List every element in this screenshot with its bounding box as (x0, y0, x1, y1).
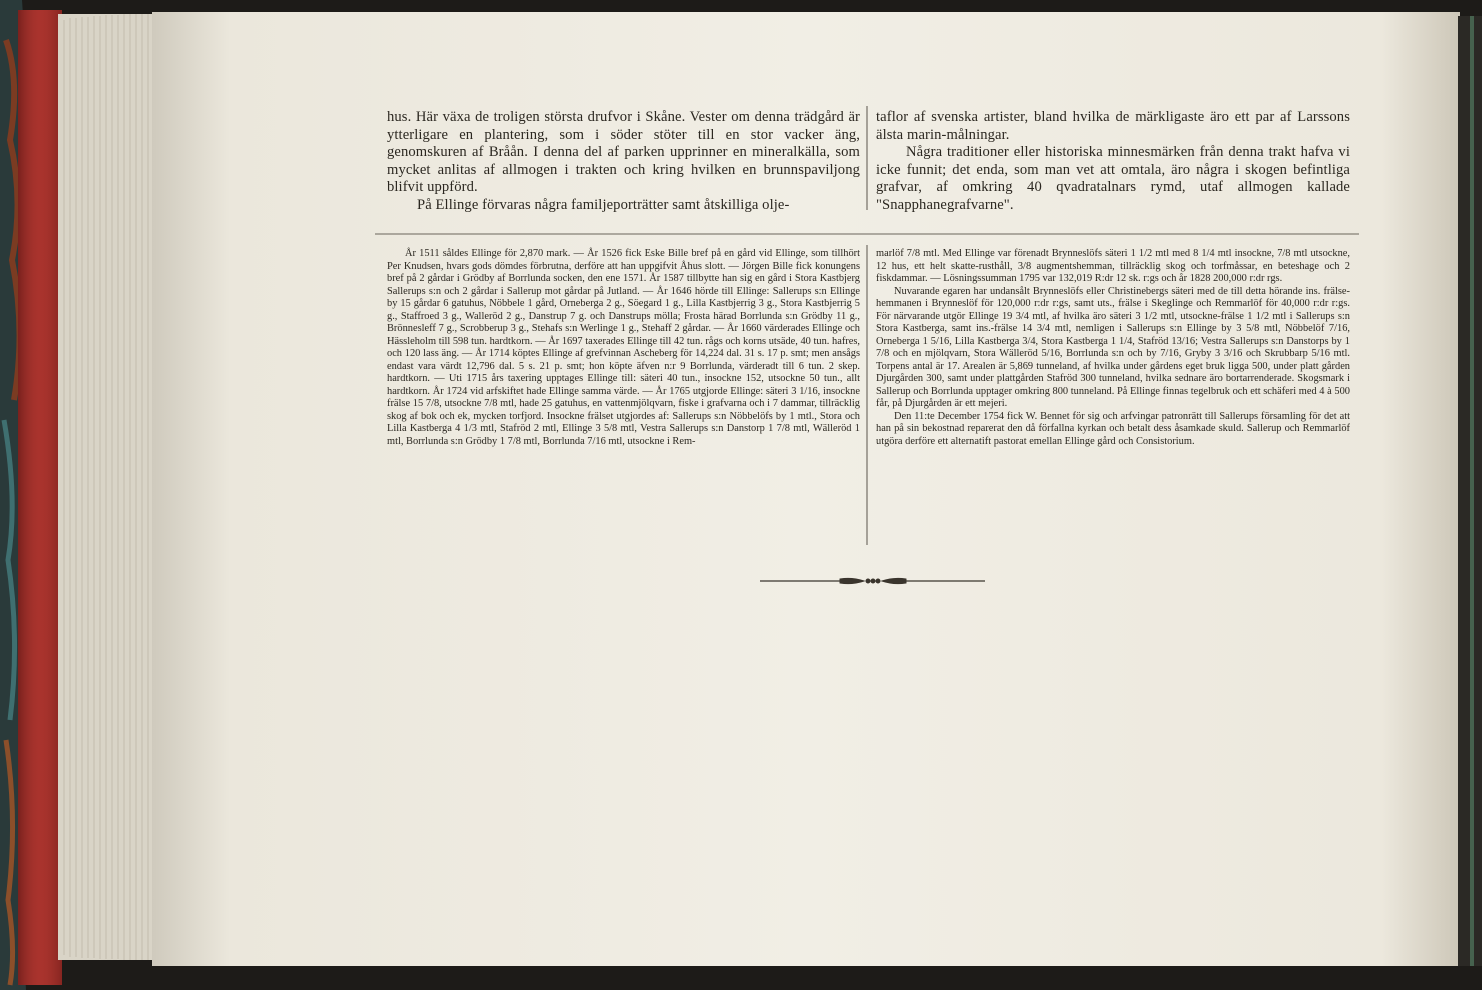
paragraph: På Ellinge förvaras några familjeporträtter samt åtskilliga olje- (417, 196, 790, 213)
lower-right-column (876, 248, 1350, 448)
upper-right-column (876, 109, 1350, 215)
paragraph: Den 11:te December 1754 fick W. Bennet för sig och arfvingar patronrätt till Sallerups församling för det att han på sin bekostnad reparerat den då förfallna kyrkan och betalt dess åsamkade skuld. Sallerup och Remmarlöf utgöra derföre ett alternatift pastorat emellan Ellinge gård och Consistorium. (876, 410, 1350, 447)
paragraph: Nuvarande egaren har undansålt Brynneslöfs eller Christinebergs säteri med de till detta hörande ins. frälse-hemmanen i Brynneslöf för 120,000 r:dr r:gs, samt uts., frälse i Skeglinge och Remmarlöf för 40,000 r:dr r:gs. För närvarande utgör Ellinge 19 3/4 mtl, af hvilka äro säteri 3 1/2 mtl, utsockne-frälse 1 1/2 mtl i Sallerups s:n Stora Kastberga, samt ins.-frälse 14 3/4 mtl, nemligen i Sallerups s:n Ellinge by 3 5/8 mtl, Nöbbelöf 7/16, Orneberga 1 5/16, Lilla Kastberga 3/4, Stora Kastberga 1 1/4, Stafröd 13/16; Vestra Sallerups s:n Danstorps by 1 7/8 och en mjölqvarn, Stora Wälleröd 5/16, Borrlunda s:n och by 7/16, Gryby 3 3/16 och Skrubbarp 5/16 mtl. Torpens antal är 17. Arealen är 5,869 tunneland, af hvilka under gårdens eget bruk ligga 500, under platt gården Djurgården 300, samt under plattgården Stafröd 300 tunneland, hvilka sednare äro bortarrenderade. Skogsmark i Sallerup och Borrlunda upptager omkring 800 tunneland. På Ellinge finnas tegelbruk och ett schäferi med 4 à 500 får, på Djurgården är ett mejeri. (876, 285, 1350, 409)
page-stack-edges (58, 14, 158, 960)
lower-left-column (387, 248, 860, 448)
upper-left-column (387, 109, 860, 215)
paragraph: hus. Här växa de troligen största drufvor i Skåne. Vester om denna trädgård är ytterligare en plantering, som i söder stöter till en stor vacker äng, genomskuren af Bråån. I denna del af parken upprinner en mineralkälla, som mycket anlitas af allmogen i trakten och kring hvilken en brunnspaviljong blifvit uppförd. (387, 109, 860, 196)
paragraph: marlöf 7/8 mtl. Med Ellinge var förenadt Brynneslöfs säteri 1 1/2 mtl med 8 1/4 mtl insockne, 7/8 mtl utsockne, 12 hus, ett helt skatte-rusthåll, 3/8 augmentshemman, tillräcklig skog och torfmåssar, en beteshage och 2 fiskdammar. — Lösningssumman 1795 var 132,019 R:dr 12 sk. r:gs och år 1828 200,000 r:dr rgs. (876, 248, 1350, 284)
paragraph: År 1511 såldes Ellinge för 2,870 mark. — År 1526 fick Eske Bille bref på en gård vid Ellinge, som tillhört Per Knudsen, hvars gods dömdes förbrutna, derföre att han uppgifvit Åhus slott. — Jörgen Bille fick konungens bref på 2 gårdar i Grödby af Borrlunda socken, den ene 1571. År 1587 tillbytte han sig en gård i Stora Kastbjerg Sallerups s:n och 2 gårdar i Sallerup mot gårdar på Jutland. — År 1646 hörde till Ellinge: Sallerups s:n Ellinge by 15 gårdar 6 gatuhus, Nöbbele 1 gård, Orneberga 2 g., Söegard 1 g., Lilla Kastbjerrig 3 g., Stora Kastbjerrig 5 g., Staffroed 3 g., Walleröd 2 g., Danstrup 7 g. och Danstrups mölla; Frosta härad Borrlunda s:n Grödby 11 g., Brönnesleff 7 g., Scrobberup 3 g., Stehafs s:n Werlinge 1 g., Stehaff 2 gårdar. — År 1660 värderades Ellinge och Hässleholm till 598 tun. hardtkorn. — År 1697 taxerades Ellinge till 42 tun. rågs och korns utsäde, 40 tun. hafres, och 120 lass äng. — År 1714 köptes Ellinge af grefvinnan Ascheberg för 14,224 dal. 31 s. 17 p. smt; men ansågs endast vara värdt 12,796 dal. 5 s. 21 p. smt; hon köpte äfven n:r 9 Borrlunda, värderadt till 6 tun. 2 skep. hardtkorn. — Uti 1715 års taxering upptages Ellinge till: säteri 40 tun., insockne 152, utsockne 50 tun., allt hardtkorn. År 1724 vid arfskiftet hade Ellinge samma värde. — År 1765 utgjorde Ellinge: säteri 3 1/16, insockne frälse 15 7/8, utsockne 7/8 mtl, hade 25 gatuhus, en vattenmjölqvarn, fiske i grafvarna och i 7 dammar, tillräcklig skog af bok och ek, mycken torfjord. Insockne frälset utgjordes af: Sallerups s:n Nöbbelöfs by 1 mtl., Stora och Lilla Kastberga 4 1/3 mtl, Stafröd 2 mtl, Ellinge 3 5/8 mtl, Vestra Sallerups s:n Danstorp 1 7/8 mtl, Wälleröd 1 mtl, Borrlunda s:n Grödby 1 7/8 mtl, Borrlunda 7/16 mtl, utsockne i Rem- (387, 248, 860, 447)
paragraph: Några traditioner eller historiska minnesmärken från denna trakt hafva vi icke funnit; det enda, som man vet att omtala, äro några i skogen befintliga grafvar, af omkring 40 qvadratalnars rymd, utaf allmogen kallade "Snapphanegrafvarne". (876, 144, 1350, 213)
paragraph: taflor af svenska artister, bland hvilka de märkligaste äro ett par af Larssons älsta marin-målningar. (876, 109, 1350, 143)
